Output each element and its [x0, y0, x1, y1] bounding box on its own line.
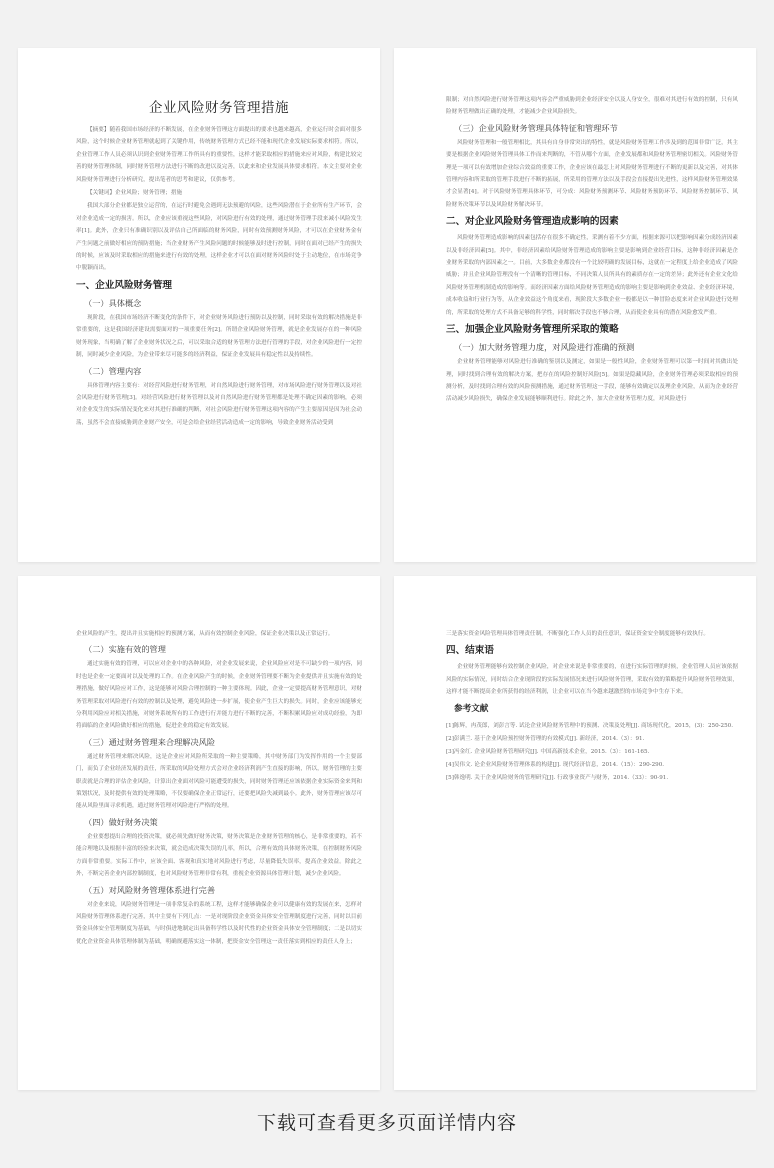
- section-heading-4: 四、结束语: [446, 645, 494, 657]
- subsection-heading-3-2: （二）实施有效的管理: [84, 644, 166, 655]
- factors-paragraph: 风险财务管理造成影响的因素包括存在很多不确定性，采测有着不少方面，根据来源可以把影响因素分成经济因素以及非经济因素[5]。其中，非经济因素给风险财务管理造成的影响主要是影响到企业经营目标，这种非经济因素是企业财务采取的内部因素之一。目前，大多数企业都没有一个比较明确的发展目标，这就在一定程度上给企业造成了风险威胁；并且企业风险管理没有一个清晰的管理目标，不同决策人员所具有的素质存在一定的差异；此外还有企业文化给风险财务管理机制造成的影响等。而经济因素方面给风险财务管理造成的影响主要是影响到企业效益、企业经济环境，成本收益和行业行为等，从企业效益这个角度来看，现阶段大多数企业一般都是以一种冒险态度来对企业风险进行处理的，所采取的处理方式不具备足够的科学性，同时解决手段也不够合理，从而使企业具有的潜在风险愈发严重。: [446, 235, 738, 316]
- section-heading-2: 二、对企业风险财务管理造成影响的因素: [446, 216, 619, 228]
- document-page-1: [18, 48, 380, 562]
- subsection-heading-1-3: （三）企业风险财务管理具体特征和管理环节: [454, 122, 618, 133]
- subsection-heading-3-3: （三）通过财务管理来合理解决风险: [84, 736, 216, 747]
- content-paragraph: 具体管理内容主要有：对经营风险进行财务管理，对自然风险进行财务管理，对市场风险进行财务管理以及对社会风险进行财务管理[3]。对经营风险进行财务管理以及对自然风险进行财务管理都是处理不确定因素的影响，必须对企业发生的实际情况变化来对其进行准确的判断，对社会风险进行财务管理这项内容的产生主要原因是因为社会动荡，虽然不会直接威胁到企业财产安全，可是会给企业经营活动造成一定的影响，导致企业财务活动受到: [76, 382, 362, 426]
- subsection-heading-1-2: （二）管理内容: [84, 365, 142, 376]
- section-heading-1: 一、企业风险财务管理: [76, 279, 172, 291]
- reference-item: [2]彭满兰. 基于企业风险预控财务管理的有效模式[J]. 新经济，2014.（3）：91.: [446, 735, 645, 742]
- continued-paragraph: 限制；对自然风险进行财务管理这项内容会严重威胁到企业经济安全以及人身安全，很难对其进行有效的控制，只有风险财务管理做出正确的处理，才能减少企业风险损失。: [446, 97, 738, 116]
- decision-paragraph: 企业要想提出合理的投资决策，就必须先做好财务决策，财务决策是企业财务管理的核心，是非常重要的，若不能合理地以及根据丰富的经验来决策，就会造成决策失误的几率，所以，合理有效的具体财务决策，在控制财务风险方面非常重要。实际工作中，应该全面、客观和真实地对风险进行考虑，尽量降低失误率，提高企业效益。除此之外，不断完善企业内部控制制度，也对风险财务管理非常有利，重视企业资源具体管理计划，减少企业风险。: [76, 833, 362, 878]
- document-page-3: [18, 576, 380, 1090]
- download-more-link[interactable]: 下载可查看更多页面详情内容: [256, 1112, 517, 1134]
- subsection-heading-3-4: （四）做好财务决策: [84, 816, 158, 827]
- reference-item: [1]陈辉，冉茂郎，刘彭言等. 试论企业风险财务管理中的预测、决策及处理[J]. 商场现代化，2015，(3)：250-250.: [446, 722, 733, 729]
- solve-paragraph: 通过财务管理来解决风险，这是企业应对风险所采取的一种主要策略，其中财务部门为发挥作用的一个主要部门，而负了企业经济发展的责任，所采取的风险处理方式会对企业经济利润产生直接的影响，所以，财务管理的主要职责就是合理的评估企业风险，计算出企业面对风险可能遭受的损失，同时财务管理还应该依据企业实际资金来判和策划状况，及时提供有效的处理策略，不仅要确保企业正常运行，还要把风险失减到最小。此外，财务管理应该尽可能从风险里面寻求机遇，通过财务管理对风险进行严格的处理。: [76, 753, 362, 810]
- document-title: 企业风险财务管理措施: [149, 100, 289, 116]
- concept-paragraph: 现阶段，在我国市场经济不断变化的条件下，对企业财务风险进行预防以及控制，同时采取有效的解决措施是非常重要的，这是我国经济建设需要面对的一项重要任务[2]。所谓企业风险财务管理，就是企业发展存在的一种风险财务现象，当明确了解了企业财务状况之后，可以采取合适的财务管理方法进行管理的手段，对企业风险进行一定控制，同时减少企业风险，为企业带来尽可能多的经济利益，保证企业发展具有稳定性以及持续性。: [76, 314, 362, 359]
- continued-paragraph: 三是落实资金风险管理具体管理责任制，不断强化工作人员的责任意识，保证资金安全制度能够有效执行。: [446, 631, 709, 637]
- intro-paragraph: 我国大部分企业都是独立运营的，在运行时避免会遇到无法预避的风险，这些风险潜在于企业所有生产环节，会对企业造成一定的损害。所以，企业应该重视这些风险，对风险进行有效的处理，通过财务管理手段来减小风险发生率[1]。此外，企业只有准确识别以及评估自己所面临的财务风险，同时有效预测财务风险，才可以在企业财务金有产生问题之前做好相应的预防措施；当企业财务产生风险问题的时候能够及时进行控制，同时在面对已经产生的损失的时候，应该及时采取相应的措施来进行有效的处理，这样企业才可以在面对财务风险时处于主动地位，在市场竞争中脱颖而出。: [76, 203, 362, 272]
- reference-item: [4]吴伟文. 论企业风险财务管理体系的构建[J]. 现代经济信息，2014.（15）：290-290.: [446, 761, 665, 768]
- reference-item: [5]韩逸明. 关于企业风险财务的管理研究[J]. 行政事业资产与财务，2014.（33）：90-91.: [446, 774, 669, 781]
- subsection-heading-3-1: （一）加大财务管理力度，对风险进行准确的预测: [454, 342, 635, 353]
- reference-item: [3]冯金红. 企业风险财务管理研究[J]. 中国高新技术企业，2015.（3）：161-165.: [446, 748, 650, 755]
- keywords-line: 【关键词】企业风险；财务管理；措施: [87, 190, 183, 197]
- conclusion-paragraph: 企业财务管理能够有效控制企业风险，对企业来说是非常重要的，在进行实际管理的时候，企业管理人员应该依据风险的实际情况，同时结合企业现阶段的实际发展情况来进行风险财务管理，采取有效的策略提升风险财务管理效果，这样才能不断提高企业所获得的经济利润，让企业可以在当今越来越激烈的市场竞争中生存下来。: [446, 664, 738, 696]
- document-page-2: [394, 48, 756, 562]
- references-heading: 参考文献: [454, 703, 489, 714]
- features-paragraph: 风险财务管理和一般管理相比，其具有自身非常突出的特性，就是风险财务管理工作涉及到的范围非常广泛，其主要是根据企业风险财务管理具体工作而来判断的，不管从哪个方面，企业发展都和风险财务管理密切相关。风险财务管理是一项可以有效增加企业综合效益的重要工作，企业应该在最怎上对风险财务管理进行不断的更新以及完善，对其体管理内容和所采取的管理手段进行不断的拓展，所采用的管理方法以及手段会直接提出先进性，这样风险财务管理效果才会显著[4]。对于风险财务管理具体环节，可分成：风险财务预测环节、风险财务预防环节、风险财务控制环节、风险财务决策环节以及风险财务解决环节。: [446, 139, 738, 208]
- subsection-heading-3-5: （五）对风险财务管理体系进行完善: [84, 884, 216, 895]
- continued-paragraph: 企业风险的产生，提出并且实施相应的预测方案，从而有效控制企业风险，保证企业决策以及正常运行。: [76, 631, 334, 637]
- section-heading-3: 三、加强企业风险财务管理所采取的策略: [446, 324, 619, 336]
- predict-paragraph: 企业财务管理能够对风险进行准确的鉴别以及测定，如果是一般性风险，企业财务管理可以第一时间对其做出处理，同时找到合理有效的解决方案，把存在的风险控制好风险[5]。如果是隐藏风险，企业财务管理必须采取相应的预测分析，及时找到合理有效的风险预测措施，通过财务管理这一手段，能够有效确定以及理企业风险，从而为企业经营活动减少风险损失，确保企业发展能够顺利进行。除此之外，加大企业财务管理力度，对风险进行: [446, 359, 738, 403]
- document-page-4: [394, 576, 756, 1090]
- abstract-paragraph: 【摘要】随着我国市场经济的不断发展，在企业财务管理这方面提出的要求也越来越高，企业运行时会面对很多风险，这个时候企业财务管理就起到了关键作用，传统财务管理方式已经不能和现代企业发展实际要求相符。所以，企业管理工作人员必须认识到企业财务管理工作所具有的重要性，这样才能采取相应的措施来应对风险，构建比较完善的财务管理体制，同时财务管理方法进行不断的改进以及完善，以此来和企业发展具体要求相符。本文主要对企业风险财务管理进行分析研究，提出笔者的思考和建议，仅供参考。: [76, 127, 362, 183]
- system-paragraph: 对企业来说，风险财务管理是一项非常复杂的系统工程，这样才能够确保企业可以健康有效的发展在来，怎样对风险财务管理体系进行完善，其中主要有下列几点：一是对现阶段企业资金具体安全管理制度进行完善，同时以目前资金具体安全管理制度为基础，与时俱进地制定出具备科学性以及时代性的企业资金具体安全管理制度；二是以切实优化企业资金具体管理体制为基础，明确规避落实这一体制，把资金安全管理这一责任落实到相应的责任人身上；: [76, 901, 362, 945]
- subsection-heading-1-1: （一）具体概念: [84, 297, 142, 308]
- manage-paragraph: 通过实施有效的管理，可以应对企业中的各种风险，对企业发展来说，企业风险应对是不可缺少的一项内容，同时也是企业一定要面对以及处理的工作。在企业风险产生的时候，企业财务管理要不断为企业提供并且实施有效的处理措施，做好风险应对工作，这是能够对风险合理控制的一种主要体现。因此，企业一定要提高财务管理意识，对财务管理采取对风险进行有效的控制以及处理，避免风险进一步扩展，使企业产生巨大的损失。同时，企业应该能够充分利用风险应对相关措施，对财务系统所有的工作进行行并能力进行不断的完善，不断积累风险应对成功经验，为即将面临的企业风险做好相应的措施，促进企业的稳定有效发展。: [76, 661, 362, 730]
